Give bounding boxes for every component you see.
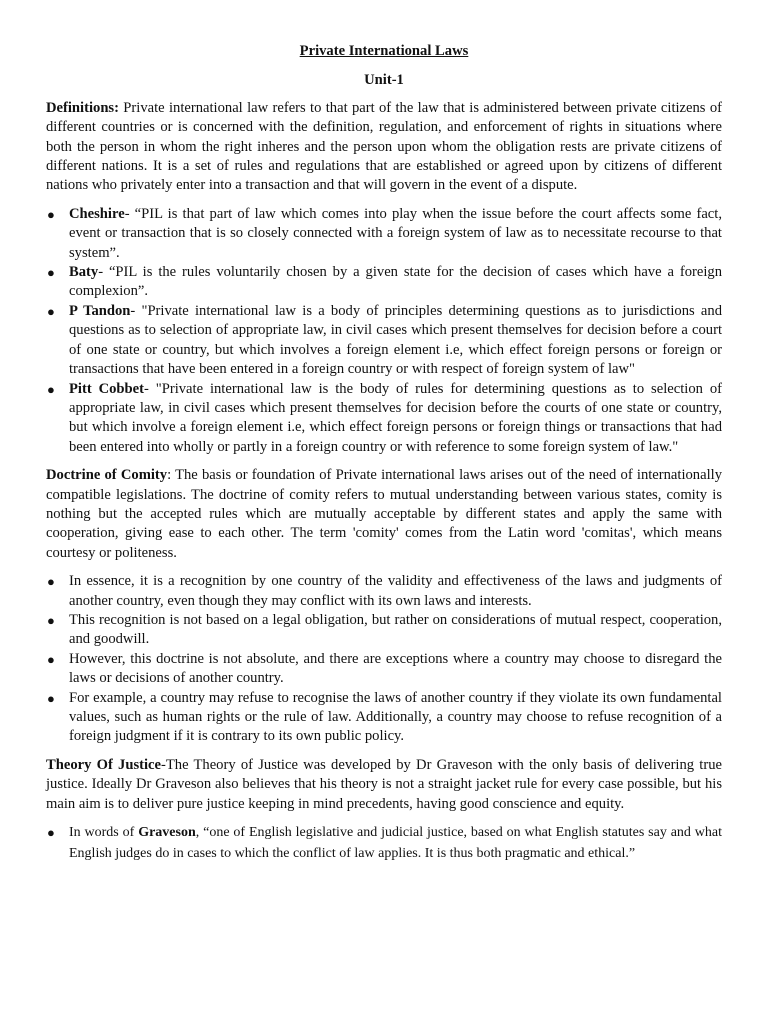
list-item <box>46 572 722 611</box>
justice-paragraph <box>46 756 722 814</box>
list-item <box>46 689 722 747</box>
definition-text: - "Private international law is a body of principles determining questions as to jurisdictions and questions as to selection of appropriate law, in civil cases which present themselves for decision before a court of one state or country, but which involves a foreign element i.e, which effect foreign persons or foreign or transactions that have been entered in a foreign country or with respect of foreign system of law" <box>69 302 722 378</box>
list-item <box>46 263 722 302</box>
bullet-icon: ● <box>47 651 55 667</box>
author-name: P Tandon <box>69 302 131 319</box>
definition-text: - “PIL is that part of law which comes into play when the issue before the court affects some fact, event or transaction that is so closely connected with a foreign system of law as to necessitate recourse to that system”. <box>69 205 722 261</box>
comity-label: Doctrine of Comity <box>46 467 168 484</box>
unit-heading: Unit-1 <box>364 72 404 89</box>
definitions-paragraph <box>46 99 722 196</box>
comity-point: This recognition is not based on a legal obligation, but rather on considerations of mutual respect, cooperation, and goodwill. <box>69 611 722 648</box>
author-name: Baty <box>69 264 99 281</box>
bullet-icon: ● <box>47 206 55 222</box>
comity-point: However, this doctrine is not absolute, and there are exceptions where a country may choose to disregard the laws or decisions of another country. <box>69 650 722 687</box>
definitions-label: Definitions: <box>46 99 119 116</box>
definition-text: - “PIL is the rules voluntarily chosen by a given state for the decision of cases which have a foreign complexion”. <box>69 264 722 300</box>
list-item <box>46 205 722 263</box>
bullet-icon: ● <box>47 690 55 706</box>
author-name: Cheshire <box>69 205 125 222</box>
bullet-icon: ● <box>47 381 55 397</box>
bullet-icon: ● <box>47 303 55 319</box>
bullet-icon: ● <box>47 574 55 590</box>
list-item <box>46 380 722 458</box>
justice-label: Theory Of Justice <box>46 756 161 773</box>
definitions-list <box>46 205 722 457</box>
definitions-text: Private international law refers to that part of the law that is administered between private citizens of different countries or is concerned with the definition, regulation, and enforcement of rights in situations where both the person in whom the right inheres and the person upon whom the obligation rests are private citizens of different nations. It is a set of rules and regulations that are established or agreed upon by citizens of different nations who privately enter into a transaction and that will govern in the event of a dispute. <box>46 99 722 194</box>
list-item <box>46 823 722 864</box>
comity-paragraph <box>46 466 722 563</box>
list-item <box>46 302 722 380</box>
bullet-icon: ● <box>47 825 55 841</box>
comity-point: For example, a country may refuse to recognise the laws of another country if they violate its own fundamental values, such as human rights or the rule of law. Additionally, a country may choose to refuse recognition of a foreign judgment if it is contrary to its own public policy. <box>69 689 722 745</box>
author-name: Pitt Cobbet <box>69 380 144 397</box>
bullet-icon: ● <box>47 265 55 281</box>
list-item <box>46 611 722 650</box>
comity-list <box>46 572 722 747</box>
author-name: Graveson <box>138 825 196 841</box>
justice-quote: , “one of English legislative and judicial justice, based on what English statutes say and what English judges do in cases to which the conflict of law applies. It is thus both pragmatic and ethical.” <box>69 825 723 861</box>
list-item <box>46 650 722 689</box>
justice-list <box>46 823 722 864</box>
justice-text: -The Theory of Justice was developed by Dr Graveson with the only basis of delivering true justice. Ideally Dr Graveson also believes that his theory is not a straight jacket rule for every case possible, but his main aim is to deliver pure justice keeping in mind precedents, having good conscience and equity. <box>46 756 722 812</box>
document-title: Private International Laws <box>299 43 469 59</box>
comity-point: In essence, it is a recognition by one country of the validity and effectiveness of the laws and judgments of another country, even though they may conflict with its own laws and interests. <box>69 573 722 609</box>
comity-text: : The basis or foundation of Private international laws arises out of the need of internationally compatible legislations. The doctrine of comity refers to mutual understanding between various states, comity is nothing but the accepted rules which are mutually acceptable by different states and apply the same with cooperation, giving ease to each other. The term 'comity' comes from the Latin word 'comitas', which means courtesy or politeness. <box>46 467 722 561</box>
bullet-icon: ● <box>47 612 55 628</box>
definition-text: - "Private international law is the body of rules for determining questions as to selection of appropriate law, in civil cases which present themselves for decision before the courts of one state or country, but which involve a foreign element i.e, which effect foreign persons or foreign things or transactions that had been entered into wholly or partly in a foreign country or with reference to some foreign system of law." <box>69 380 722 455</box>
justice-item-prefix: In words of <box>69 825 139 841</box>
